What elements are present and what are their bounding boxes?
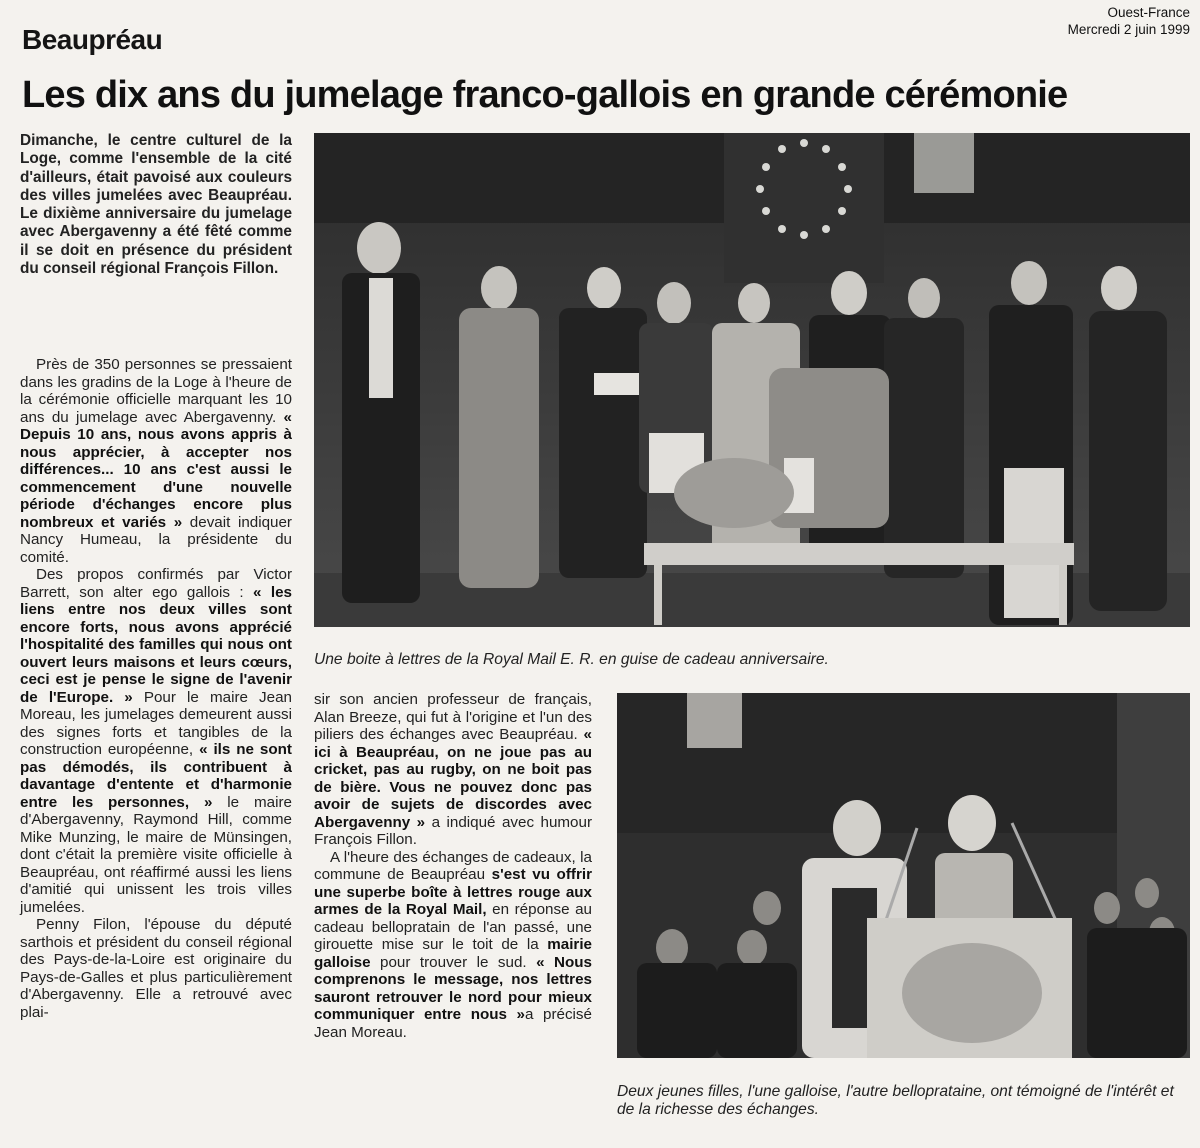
publication-date: Mercredi 2 juin 1999 — [1067, 22, 1190, 37]
ceremony-photo — [314, 133, 1190, 627]
paragraph: Des propos confirmés par Victor Barrett, son alter ego gallois : « les liens entre nos deux villes sont encore forts, nous avons apprécié l'hospitalité des familles qui nous ont ouvert leurs maisons et leurs cœurs, ceci est je pense le signe de l'avenir de l'Europe. » Pour le maire Jean Moreau, les jumelages demeurent aussi des signes forts et tangibles de la construction européenne, « ils ne sont pas démodés, ils contribuent à davantage d'entente et d'harmonie entre les personnes, » le maire d'Abergavenny, Raymond Hill, comme Mike Munzing, le maire de Münsingen, dont c'était la première visite officielle à Beaupréau, ont réaffirmé aussi les liens d'amitié qui unissent les trois villes jumelées. — [20, 566, 293, 916]
section-title: Beaupréau — [22, 24, 163, 55]
paragraph: Près de 350 personnes se pressaient dans les gradins de la Loge à l'heure de la cérémonie officielle marquant les 10 ans du jumelage avec Abergavenny. « Depuis 10 ans, nous avons appris à nous apprécier, à accepter nos différences... 10 ans c'est aussi le commencement d'une nouvelle période d'échanges encore plus nombreux et variés » devait indiquer Nancy Humeau, la présidente du comité. — [20, 356, 292, 566]
paragraph: sir son ancien professeur de français, Alan Breeze, qui fut à l'origine et l'un des piliers des échanges avec Beaupréau. « ici à Beaupréau, on ne joue pas au cricket, pas au rugby, on ne boit pas de bière. Vous ne pouvez donc pas avoir de sujets de discordes avec Abergavenny » a indiqué avec humour François Fillon. — [314, 691, 592, 848]
photo-caption: Deux jeunes filles, l'une galloise, l'autre belloprataine, ont témoigné de l'intérêt et de la richesse des échanges. — [617, 1083, 1174, 1118]
article-column-1 — [20, 356, 292, 1021]
speakers-photo — [617, 693, 1190, 1058]
photo-caption: Une boite à lettres de la Royal Mail E. R. en guise de cadeau anniversaire. — [314, 651, 829, 668]
paragraph: A l'heure des échanges de cadeaux, la commune de Beaupréau s'est vu offrir une superbe boîte à lettres rouge aux armes de la Royal Mail, en réponse au cadeau bellopratain de l'an passé, une girouette mise sur le toit de la mairie galloise pour trouver le sud. « Nous comprenons le message, nos lettres sauront retrouver le nord pour mieux communiquer entre nous »a précisé Jean Moreau. — [314, 848, 592, 1041]
newspaper-name: Ouest-France — [1107, 5, 1190, 20]
headline: Les dix ans du jumelage franco-gallois en grande cérémonie — [22, 74, 1068, 116]
newspaper-source — [1068, 4, 1190, 38]
article-column-2 — [314, 691, 592, 1041]
paragraph: Penny Filon, l'épouse du député sarthois et président du conseil régional des Pays-de-la-Loire est originaire du Pays-de-Galles et plus particulièrement d'Abergavenny. Elle a retrouvé avec plai- — [20, 916, 292, 1021]
lead-paragraph: Dimanche, le centre culturel de la Loge, comme l'ensemble de la cité d'ailleurs, était pavoisé aux couleurs des villes jumelées avec Beaupréau. Le dixième anniversaire du jumelage avec Abergavenny a été fêté comme il se doit en présence du président du conseil régional François Fillon. — [20, 132, 292, 278]
